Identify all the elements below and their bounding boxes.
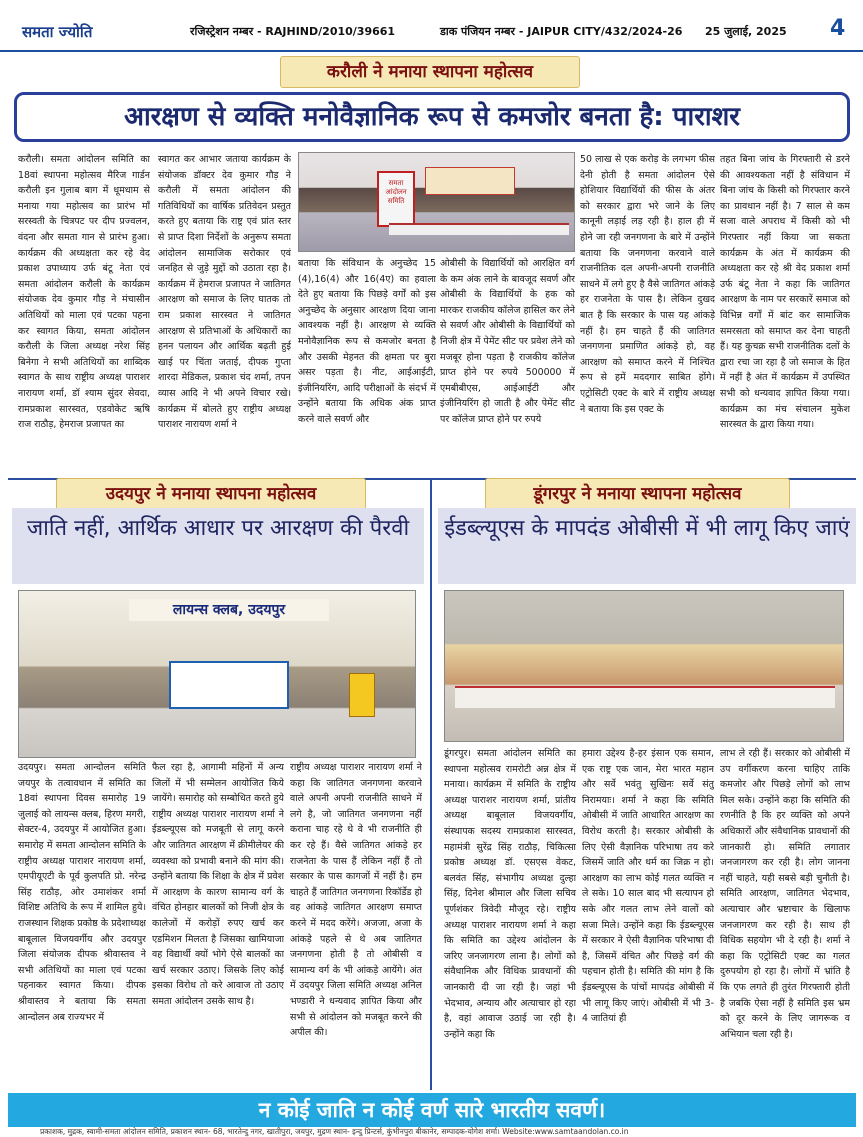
- stage-backdrop: [425, 167, 515, 195]
- dungarpur-column-2: हमारा उद्देश्य है-हर इंसान एक समान, एक राष्ट्र एक जान, मेरा भारत महान और सर्वे भवंतु सुखिनः सर्वे संतु निरामयाः। शर्मा ने कहा कि समिति ओबीसी में जाति आधारित आरक्षण का विरोध करती है। सरकार ओबीसी के लिए ऐसी वैज्ञानिक परिभाषा तय करे जिसमें जाति और धर्म का जिक्र न हो। आरक्षण का लाभ कोई गलत व्यक्ति न ले सके। 10 साल बाद भी सत्यापन हो सके और गलत लाभ लेने वालों को सजा मिले। उन्होंने कहा कि ईडब्ल्यूएस में सरकार ने ऐसी वैज्ञानिक परिभाषा दी है, जिसमें वंचित और पिछड़े वर्ग की पहचान होती है। समिति की मांग है कि ईडब्ल्यूएस के पांचों मापदंड ओबीसी में भी लागू किए जाएं। ओबीसी में भी 3-4 जातियां ही: [582, 748, 714, 1025]
- page-number: 4: [830, 16, 846, 41]
- top-column-5: 50 लाख से एक करोड़ के लगभग फीस देनी होती है समता आंदोलन ऐसे होशियार विद्यार्थियों की फीस के अंतर को सरकार द्वारा भरे जाने के लिए कानूनी लड़ाई लड़ रही है। हाल ही में होने जा रही जनगणना के बारे में उन्होंने बताया कि जनगणना करवाने वाले राजनीतिक दल अपनी-अपनी राजनीति साधने में लगे हुए है वैसे जातिगत आंकड़े हर राजनेता के पास है। लेकिन दुखद बात है कि सरकार के पास यह आंकड़े नहीं है। हम चाहते हैं की जातिगत जनगणना प्रमाणित आंकड़े हो, वह आरक्षण को समाप्त करने में निश्चित रूप से हमें मददगार साबित होंगे। एट्रोसिटी एक्ट के बारे में राष्ट्रीय अध्यक्ष ने बताया कि इस एक्ट के: [580, 154, 715, 415]
- dungarpur-column-3: लाभ ले रही हैं। सरकार को ओबीसी में उप वर्गीकरण करना चाहिए ताकि कमजोर और पिछड़े लोगों को लाभ मिल सके। उन्होंने कहा कि समिति की रणनीति है कि हर व्यक्ति को अपने अधिकारों और संवैधानिक प्रावधानों की जानकारी हो। समिति लगातार जनजागरण कर रही है। लोग जानना नहीं चाहते, यही सबसे बड़ी चुनौती है। समिति आरक्षण, जातिगत भेदभाव, अत्याचार और भ्रष्टाचार के खिलाफ जनजागरण कर रही है। साथ ही विधिक सहयोग भी दे रही है। शर्मा ने कहा कि एट्रोसिटी एक्ट का गलत दुरुपयोग हो रहा है। लोगों में भ्रांति है कि एफ लगते ही तुरंत गिरफ्तारी होती है जबकि ऐसा नहीं है समिति इस भ्रम को दूर करने के लिए जागरूक व अभियान चला रही है।: [720, 748, 850, 1040]
- masthead: [0, 0, 863, 52]
- main-headline: आरक्षण से व्यक्ति मनोवैज्ञानिक रूप से कमजोर बनता है: पाराशर: [14, 92, 850, 142]
- paper-name: समता ज्योति: [22, 23, 93, 41]
- dungarpur-ribbon: डूंगरपुर ने मनाया स्थापना महोत्सव: [485, 478, 790, 510]
- column-divider: [430, 480, 432, 1090]
- dungarpur-column-1: डूंगरपुर। समता आंदोलन समिति का स्थापना महोत्सव रामरोटी अन्न क्षेत्र में मनाया। कार्यक्रम में समिति के राष्ट्रीय अध्यक्ष पाराशर नारायण शर्मा, प्रांतीय अध्यक्ष बाबूलाल विजयवर्गीय, संस्थापक सदस्य रामप्रकाश सारस्वत, महामंत्री सुरेंद्र सिंह राठौड़, चिकित्सा प्रकोष्ठ अध्यक्ष डॉ. एसएस वेकट, बलवंत सिंह, संभागीय अध्यक्ष दुल्हा सिंह, दिनेश श्रीमाल और जिला सचिव पूर्णशंकर त्रिवेदी मौजूद रहे। राष्ट्रीय अध्यक्ष पाराशर नारायण शर्मा ने कहा कि समिति का उद्देश्य आंदोलन के जरिए जनजागरण लाना है। लोगों को संवैधानिक और विधिक प्रावधानों की जानकारी दी जा रही है। जहां भी भेदभाव, अन्याय और अत्याचार हो रहा है, वहां आवाज उठाई जा रही है। उन्होंने कहा कि: [444, 748, 576, 1040]
- issue-date: 25 जुलाई, 2025: [705, 25, 787, 38]
- top-column-2: स्वागत कर आभार जताया कार्यक्रम के संयोजक डॉक्टर देव कुमार गौड़ ने करौली में समता आंदोलन की गतिविधियों का वार्षिक प्रतिवेदन प्रस्तुत करते हुए बताया कि राष्ट्र एवं प्रांत स्तर से प्राप्त दिशा निर्देशों के अनुरूप समता आंदोलन सामाजिक सरोकार एवं जनहित से जुड़े मुद्दों को उठाता रहा है। कार्यक्रम में हेमराज प्रजापत ने जातिगत आरक्षण को समाज के लिए घातक तो राम प्रकाश सारस्वत ने जातिगत आरक्षण से प्रतिभाओं के अधिकारों का हनन पलायन और आर्थिक बढ़ती हुई खाई पर चिंता जताई, दीपक गुप्ता शारदा मेडिकल, प्रकाश चंद शर्मा, तपन व्यास आदि ने भी अपने विचार रखे। कार्यक्रम में बोलते हुए राष्ट्रीय अध्यक्ष पाराशर नारायण शर्मा ने: [158, 154, 291, 431]
- udaipur-banner: [169, 661, 289, 709]
- udaipur-headline: जाति नहीं, आर्थिक आधार पर आरक्षण की पैरवी: [12, 508, 424, 584]
- udaipur-event-photo: [18, 590, 416, 758]
- udaipur-column-2: फैल रहा है, आगामी महिनों में अन्य जिलों में भी सम्मेलन आयोजित किये जायेंगे। समारोह को सम्बोधित करते हुये राष्ट्रीय अध्यक्ष पाराशर नारायण शर्मा ने ईडब्ल्यूएस को मजबूती से लागू करने और जातिगत आरक्षण में क्रीमीलेयर की व्यवस्था को प्रभावी बनाने की मांग की। उन्होंने बताया कि शिक्षा के क्षेत्र में प्रवेश में आरक्षण के कारण सामान्य वर्ग के वंचित होनहार बालकों को निजी क्षेत्र के कालेजों में करोड़ों रुपए खर्च कर एडमिशन मिलता है जिसका खामियाजा वह विद्यार्थी क्यों भोगे ऐसे बालकों का खर्च सरकार उठाए। जिसके लिए कोई इसका विरोध तो करे आवाज तो उठाए समता आंदोलन उसके साथ है।: [152, 762, 284, 1007]
- registration-number: रजिस्ट्रेशन नम्बर - RAJHIND/2010/39661: [190, 25, 396, 38]
- imprint-line: प्रकाशक, मुद्रक, स्वामी-समता आंदोलन समिति, प्रकाशन स्थान- 68, भारतेन्दु नगर, खातीपुरा, जयपुर, मुद्रण स्थान- इन्दु प्रिन्टर्स, कुंभीनपुरा बीकानेर, सम्पादक-योगेश शर्मा। Website:www.samtaandolan.co.in: [40, 1127, 629, 1136]
- dungarpur-event-photo: [444, 590, 844, 742]
- karauli-ribbon: करौली ने मनाया स्थापना महोत्सव: [280, 56, 580, 88]
- udaipur-ribbon: उदयपुर ने मनाया स्थापना महोत्सव: [56, 478, 366, 510]
- dungarpur-stage-table: [455, 686, 835, 708]
- top-column-1: करौली। समता आंदोलन समिति का 18वां स्थापना महोत्सव मैरिज गार्डन करौली इन गुलाब बाग में धूमधाम से मनाया गया महोत्सव का प्रारंभ माँ सरस्वती के चित्रपट पर दीप प्रज्वलन, वंदना और समता गान से प्रारंभ हुआ। कार्यक्रम की अध्यक्षता कर रहे वेद प्रकाश उपाध्याय उर्फ बंटू नेता एवं समता आंदोलन करौली के कार्यक्रम संयोजक देव कुमार गौड़ ने मंचासीन अतिथियों को माला एवं पटका पहना कर स्वागत किया, समता आंदोलन करौली के जिला अध्यक्ष नरेश सिंह बिनेगा ने सभी अतिथियों का शाब्दिक स्वागत के साथ राष्ट्रीय अध्यक्ष पाराशर नारायण शर्मा, डॉ श्याम सुंदर सेवदा, रामप्रकाश सारस्वत, एडवोकेट ऋषि राज राठौड़, हेमराज प्रजापत का: [18, 154, 150, 431]
- udaipur-column-1: उदयपुर। समता आन्दोलन समिति जयपुर के तत्वावधान में समिति का 18वां स्थापना दिवस समारोह 19 जुलाई को लायन्स क्लब, हिरण मगरी, सेक्टर-4, उदयपुर में आयोजित हुआ। समारोह में समता आन्दोलन समिति के राष्ट्रीय अध्यक्ष पाराशर नारायण शर्मा, एमपीयूएटी के पूर्व कुलपति प्रो. नरेन्द्र सिंह राठौड़, ओर उमाशंकर शर्मा विशिष्ट अतिथि के रूप में शामिल हुये। राजस्थान शिक्षक प्रकोष्ठ के प्रदेशाध्यक्ष बाबूलाल विजयवर्गीय और उदयपुर जिला संयोजक दीपक श्रीवास्तव ने सभी अतिथियों का माला एवं पटका पहनाकर स्वागत किया। दीपक श्रीवास्तव ने बताया कि समता आन्दोलन अब राज्यभर में: [18, 762, 146, 1023]
- dungarpur-headline: ईडब्ल्यूएस के मापदंड ओबीसी में भी लागू किए जाएं: [438, 508, 856, 584]
- top-column-3: बताया कि संविधान के अनुच्छेद 15 (4),16(4) और 16(4ए) का हवाला देते हुए बताया कि पिछड़े वर्गों को इस अनुच्छेद के अनुसार आरक्षण दिया जाना आवश्यक नहीं है। आरक्षण से व्यक्ति मनोवैज्ञानिक रूप से कमजोर बनता है और उसकी मेहनत की क्षमता पर बुरा असर पड़ता है। नीट, आईआईटी, इंजीनियरिंग, आदि परीक्षाओं के संदर्भ में उन्होंने बताया कि अधिक अंक प्राप्त करने वाले सवर्ण और: [298, 258, 436, 425]
- podium: [349, 673, 375, 717]
- postal-registration: डाक पंजियन नम्बर - JAIPUR CITY/432/2024-26: [440, 25, 683, 38]
- slogan-banner: न कोई जाति न कोई वर्ण सारे भारतीय सवर्ण।: [8, 1093, 856, 1127]
- top-column-6: तहत बिना जांच के गिरफ्तारी से डरने की आवश्यकता नहीं है संविधान में बिना जांच के किसी को गिरफ्तार करने का प्रावधान नहीं है। 7 साल से कम सजा वाले अपराध में किसी को भी गिरफ्तार नहीं किया जा सकता कार्यक्रम के अंत में कार्यक्रम की अध्यक्षता कर रहे श्री वेद प्रकाश शर्मा उर्फ बंटू नेता ने कहा कि जातिगत आरक्षण के नाम पर सरकारें समाज को विभिन्न वर्गों में बांट कर सामाजिक समरसता को समाप्त कर देना चाहती हैं। यह कुचक्र सभी राजनीतिक दलों के द्वारा रचा जा रहा है जो समाज के हित में नहीं है अंत में कार्यक्रम में उपस्थित सभी को धन्यवाद ज्ञापित किया गया। कार्यक्रम का मंच संचालन मुकेश सारस्वत के द्वारा किया गया।: [720, 154, 850, 431]
- karauli-event-photo: [298, 152, 575, 252]
- udaipur-column-3: राष्ट्रीय अध्यक्ष पाराशर नारायण शर्मा ने कहा कि जातिगत जनगणना करवाने वाले अपनी अपनी राजनीति साधने में लगे है, जो जातिगत जनगणना नहीं कराना चाह रहे थे वे भी राजनीति ही कर रहे हैं। वैसे जातिगत आंकड़े हर राजनेता के पास हैं लेकिन नहीं हैं तो सरकार के पास कागजों में नहीं है। हम चाहते हैं जातिगत जनगणना रिकॉर्डेड हो वह आंकड़े जातिगत आरक्षण समाप्त करने में मदद करेंगे। अजजा, अजा के आंकड़े पहले से थे अब जातिगत जनगणना होती है तो ओबीसी व सामान्य वर्ग के भी आंकड़े आयेंगे। अंत में उदयपुर जिला समिति अध्यक्ष अनिल भण्डारी ने धन्यवाद ज्ञापित किया और सभी से आंदोलन को मजबूत करने की अपील की।: [290, 762, 422, 1039]
- stage-table: [389, 223, 569, 235]
- lions-club-sign: लायन्स क्लब, उदयपुर: [129, 599, 329, 621]
- photo-banner: समता आंदोलन समिति: [377, 171, 415, 227]
- top-column-4: ओबीसी के विद्यार्थियों को आरक्षित वर्ग के कम अंक लाने के बावजूद सवर्ण और ओबीसी के विद्यार्थियों के हक को मारकर राजकीय कॉलेज हासिल कर लेने से सवर्ण और ओबीसी के विद्यार्थियों को निजी क्षेत्र में पेमेंट सीट पर प्रवेश लेने को मजबूर होना पड़ता है राजकीय कॉलेज प्राप्त होने पर रुपये 500000 में एमबीबीएस, आईआईटी और इंजीनियरिंग हो जाती है और पेमेंट सीट पर कॉलेज प्राप्त होने पर रुपये: [440, 258, 575, 425]
